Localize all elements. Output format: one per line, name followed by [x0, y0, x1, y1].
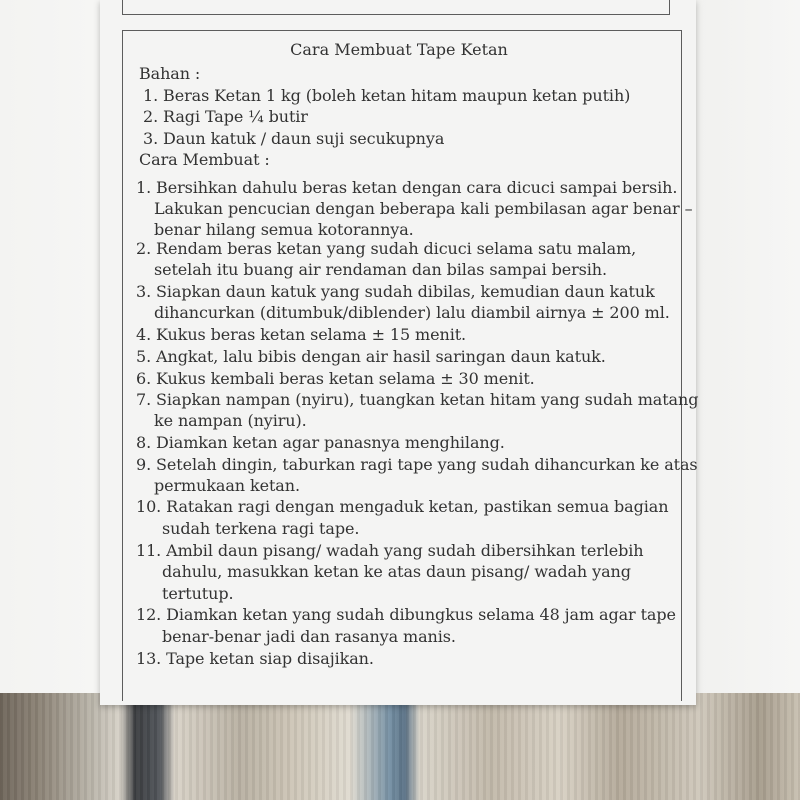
step-line: dihancurkan (ditumbuk/diblender) lalu diambil airnya ± 200 ml. — [154, 303, 670, 322]
step-line: dahulu, masukkan ketan ke atas daun pisang/ wadah yang — [162, 562, 631, 581]
step-line: 1. Bersihkan dahulu beras ketan dengan cara dicuci sampai bersih. — [136, 178, 678, 197]
step-line: benar-benar jadi dan rasanya manis. — [162, 627, 456, 646]
step-line: permukaan ketan. — [154, 476, 300, 495]
step-line: 11. Ambil daun pisang/ wadah yang sudah dibersihkan terlebih — [136, 541, 644, 560]
step-line: 7. Siapkan nampan (nyiru), tuangkan ketan hitam yang sudah matang — [136, 390, 699, 409]
step-line: ke nampan (nyiru). — [154, 411, 307, 430]
step-line: 2. Rendam beras ketan yang sudah dicuci selama satu malam, — [136, 239, 637, 258]
step-line: 9. Setelah dingin, taburkan ragi tape yang sudah dihancurkan ke atas — [136, 455, 698, 474]
step-line: 6. Kukus kembali beras ketan selama ± 30 menit. — [136, 369, 535, 388]
step-line: sudah terkena ragi tape. — [162, 519, 360, 538]
step-line: setelah itu buang air rendaman dan bilas sampai bersih. — [154, 260, 607, 279]
step-line: Lakukan pencucian dengan beberapa kali pembilasan agar benar – — [154, 199, 693, 218]
top-frame — [122, 0, 670, 15]
ingredient-item: 1. Beras Ketan 1 kg (boleh ketan hitam maupun ketan putih) — [143, 86, 631, 105]
step-line: 13. Tape ketan siap disajikan. — [136, 649, 374, 668]
step-line: tertutup. — [162, 584, 234, 603]
method-label: Cara Membuat : — [139, 150, 270, 169]
recipe-title: Cara Membuat Tape Ketan — [290, 40, 508, 59]
recipe-box — [122, 30, 699, 701]
step-line: 10. Ratakan ragi dengan mengaduk ketan, pastikan semua bagian — [136, 497, 669, 516]
striped-cloth-background — [0, 693, 800, 800]
step-line: 12. Diamkan ketan yang sudah dibungkus selama 48 jam agar tape — [136, 605, 676, 624]
step-line: 5. Angkat, lalu bibis dengan air hasil saringan daun katuk. — [136, 347, 606, 366]
background-left — [0, 0, 104, 800]
step-line: 4. Kukus beras ketan selama ± 15 menit. — [136, 325, 467, 344]
bahan-label: Bahan : — [139, 64, 201, 83]
step-line: 8. Diamkan ketan agar panasnya menghilang. — [136, 433, 505, 452]
step-line: benar hilang semua kotorannya. — [154, 220, 414, 239]
ingredient-item: 2. Ragi Tape ¼ butir — [143, 107, 308, 126]
background-right — [696, 0, 800, 800]
ingredient-item: 3. Daun katuk / daun suji secukupnya — [143, 129, 445, 148]
step-line: 3. Siapkan daun katuk yang sudah dibilas, kemudian daun katuk — [136, 282, 655, 301]
